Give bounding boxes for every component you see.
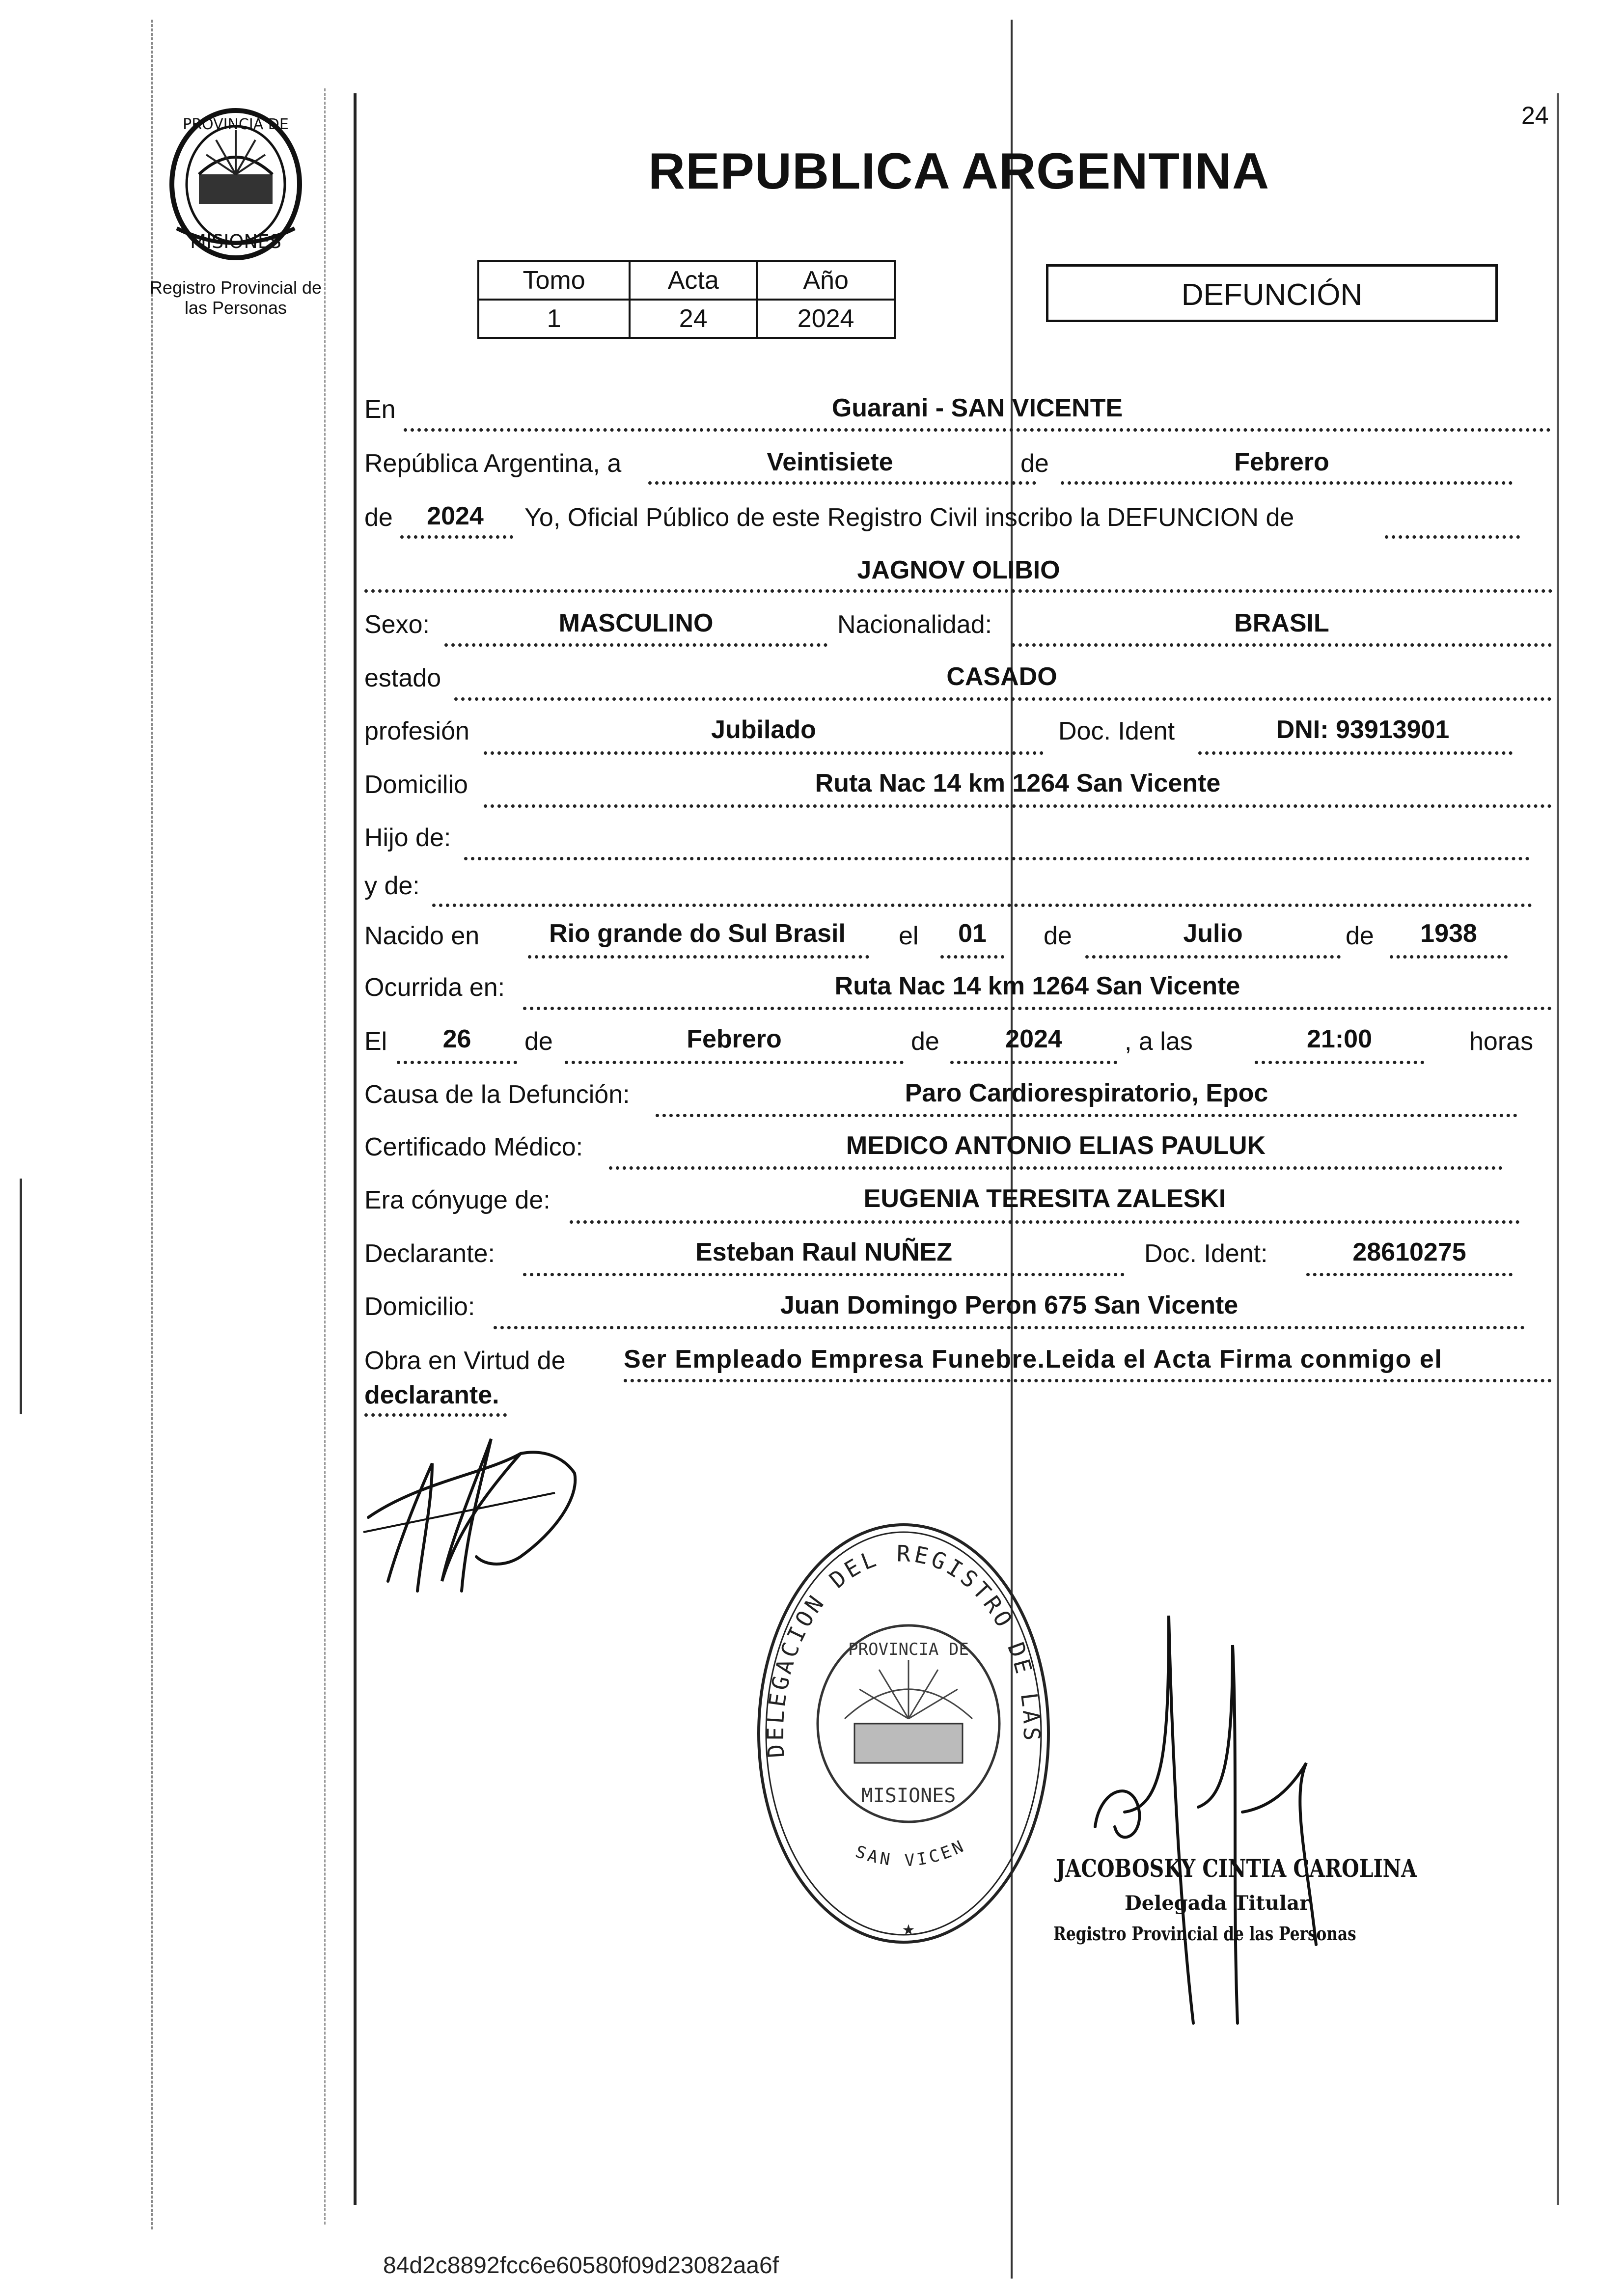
domicilio-line <box>484 804 1552 808</box>
page-number: 24 <box>1521 102 1549 129</box>
en-value: Guarani - SAN VICENTE <box>831 394 1123 422</box>
estado-value: CASADO <box>946 662 1057 691</box>
defuncion-anio-value: 2024 <box>1005 1025 1062 1053</box>
defuncion-horas-label: horas <box>1469 1027 1534 1056</box>
nacido-mes-value: Julio <box>1183 919 1243 948</box>
delegation-stamp <box>746 1512 1061 1954</box>
fecha-dia-value: Veintisiete <box>767 448 893 476</box>
fecha-dia-line <box>648 481 1036 485</box>
defuncion-alas-label: , a las <box>1125 1027 1193 1056</box>
right-margin-line <box>1557 93 1559 2205</box>
domicilio-value: Ruta Nac 14 km 1264 San Vicente <box>815 769 1221 797</box>
provincial-seal-logo <box>162 101 309 268</box>
defuncion-anio-line <box>950 1061 1117 1064</box>
nacido-lugar-line <box>528 955 869 959</box>
certificado-line <box>609 1166 1503 1170</box>
domicilio-declarante-line <box>494 1326 1525 1329</box>
conyuge-value: EUGENIA TERESITA ZALESKI <box>863 1184 1226 1213</box>
nacido-dia-value: 01 <box>958 919 987 948</box>
fecha-de-label: de <box>1020 449 1049 478</box>
svg-text:★: ★ <box>902 1922 915 1938</box>
nacido-lugar-value: Rio grande do Sul Brasil <box>549 919 846 948</box>
profesion-line <box>484 751 1044 755</box>
domicilio-declarante-value: Juan Domingo Peron 675 San Vicente <box>780 1291 1239 1319</box>
profesion-label: profesión <box>364 717 469 745</box>
official-title: Delegada Titular <box>1125 1892 1310 1915</box>
acta-value: 24 <box>630 300 757 338</box>
declarante-line <box>523 1273 1125 1276</box>
hijo-de-label: Hijo de: <box>364 824 451 852</box>
nacido-anio-line <box>1390 955 1508 959</box>
doc-ident-line <box>1198 751 1513 755</box>
nacido-mes-line <box>1085 955 1341 959</box>
ocurrida-value: Ruta Nac 14 km 1264 San Vicente <box>834 972 1240 1000</box>
inscribo-line <box>1385 535 1520 539</box>
official-office: Registro Provincial de las Personas <box>1053 1923 1356 1945</box>
obra-value-line1: Ser Empleado Empresa Funebre.Leida el Acta Firma conmigo el <box>624 1345 1443 1374</box>
anio-value: 2024 <box>757 300 895 338</box>
nombre-value: JAGNOV OLIBIO <box>857 556 1060 584</box>
svg-text:MISIONES: MISIONES <box>190 231 281 252</box>
fecha-mes-value: Febrero <box>1234 448 1329 476</box>
scan-artifact-line-1 <box>151 20 153 2229</box>
conyuge-label: Era cónyuge de: <box>364 1186 551 1214</box>
record-type-box <box>1046 264 1498 322</box>
nacionalidad-label: Nacionalidad: <box>837 610 992 639</box>
defuncion-hora-value: 21:00 <box>1307 1025 1372 1053</box>
ocurrida-label: Ocurrida en: <box>364 973 505 1002</box>
obra-label: Obra en Virtud de <box>364 1347 566 1375</box>
document-title: REPUBLICA ARGENTINA <box>648 143 1270 200</box>
anio-row-line <box>400 535 513 539</box>
left-margin-line <box>354 93 357 2205</box>
obra-line2 <box>364 1413 507 1417</box>
domicilio-declarante-label: Domicilio: <box>364 1292 475 1321</box>
declarante-doc-line <box>1306 1273 1513 1276</box>
svg-text:PROVINCIA DE: PROVINCIA DE <box>848 1640 969 1659</box>
defuncion-de2-label: de <box>911 1027 939 1056</box>
defuncion-de1-label: de <box>524 1027 553 1056</box>
y-de-label: y de: <box>364 872 420 900</box>
registry-label: Registro Provincial de las Personas <box>149 277 322 318</box>
causa-line <box>656 1114 1517 1117</box>
doc-ident-value: DNI: 93913901 <box>1276 715 1450 744</box>
en-label: En <box>364 395 396 424</box>
tomo-value: 1 <box>478 300 630 338</box>
sexo-value: MASCULINO <box>558 609 714 637</box>
scan-artifact-line-3 <box>20 1179 22 1414</box>
conyuge-line <box>570 1220 1520 1224</box>
nacido-el-label: el <box>899 922 919 950</box>
record-type-label: DEFUNCIÓN <box>1181 278 1363 312</box>
declarant-signature <box>358 1419 589 1606</box>
declarante-doc-value: 28610275 <box>1352 1238 1466 1266</box>
record-table-header: Tomo <box>478 261 630 300</box>
defuncion-mes-line <box>565 1061 904 1064</box>
official-signature <box>1085 1601 1380 2043</box>
estado-line <box>454 697 1552 701</box>
svg-text:DELEGACION DEL REGISTRO DE LAS: DELEGACION DEL REGISTRO DE LAS <box>762 1540 1046 1759</box>
causa-value: Paro Cardiorespiratorio, Epoc <box>905 1079 1268 1107</box>
document-hash: 84d2c8892fcc6e60580f09d23082aa6f <box>383 2253 779 2279</box>
inscribo-text: Yo, Oficial Público de este Registro Civil inscribo la DEFUNCION de <box>524 503 1294 532</box>
domicilio-label: Domicilio <box>364 770 468 799</box>
y-de-line <box>432 904 1532 907</box>
sexo-line <box>444 643 827 647</box>
defuncion-hora-line <box>1255 1061 1424 1064</box>
defuncion-dia-value: 26 <box>442 1025 471 1053</box>
causa-label: Causa de la Defunción: <box>364 1080 630 1109</box>
record-table <box>477 260 896 339</box>
declarante-doc-label: Doc. Ident: <box>1144 1239 1268 1268</box>
nacido-label: Nacido en <box>364 922 480 950</box>
sexo-label: Sexo: <box>364 610 430 639</box>
nacido-dia-line <box>940 955 1004 959</box>
defuncion-el-label: El <box>364 1027 387 1056</box>
certificado-value: MEDICO ANTONIO ELIAS PAULUK <box>846 1131 1266 1160</box>
nacionalidad-value: BRASIL <box>1234 609 1329 637</box>
fecha-mes-line <box>1061 481 1513 485</box>
estado-label: estado <box>364 664 441 692</box>
scan-artifact-line-2 <box>324 88 326 2225</box>
svg-text:SAN VICENTE: SAN VICEN <box>853 1836 969 1871</box>
en-line <box>404 428 1551 432</box>
obra-line1 <box>624 1379 1552 1382</box>
record-table-header: Acta <box>630 261 757 300</box>
ocurrida-line <box>523 1007 1552 1010</box>
svg-text:MISIONES: MISIONES <box>861 1785 956 1807</box>
defuncion-dia-line <box>397 1061 517 1064</box>
nacido-anio-value: 1938 <box>1420 919 1477 948</box>
obra-value-line2: declarante. <box>364 1381 499 1409</box>
hijo-de-line <box>464 857 1530 860</box>
anio-row-value: 2024 <box>427 502 484 530</box>
nacido-de1-label: de <box>1044 922 1072 950</box>
declarante-value: Esteban Raul NUÑEZ <box>695 1238 952 1266</box>
fecha-label: República Argentina, a <box>364 449 622 478</box>
nacido-de2-label: de <box>1346 922 1374 950</box>
declarante-label: Declarante: <box>364 1239 495 1268</box>
profesion-value: Jubilado <box>711 715 816 744</box>
certificado-label: Certificado Médico: <box>364 1133 583 1161</box>
record-table-header: Año <box>757 261 895 300</box>
nombre-line <box>364 589 1553 593</box>
official-name: JACOBOSKY CINTIA CAROLINA <box>1056 1854 1417 1883</box>
defuncion-mes-value: Febrero <box>687 1025 782 1053</box>
doc-ident-label: Doc. Ident <box>1058 717 1175 745</box>
svg-text:PROVINCIA DE: PROVINCIA DE <box>183 116 289 133</box>
anio-de-label: de <box>364 503 393 532</box>
nacionalidad-line <box>1012 643 1552 647</box>
